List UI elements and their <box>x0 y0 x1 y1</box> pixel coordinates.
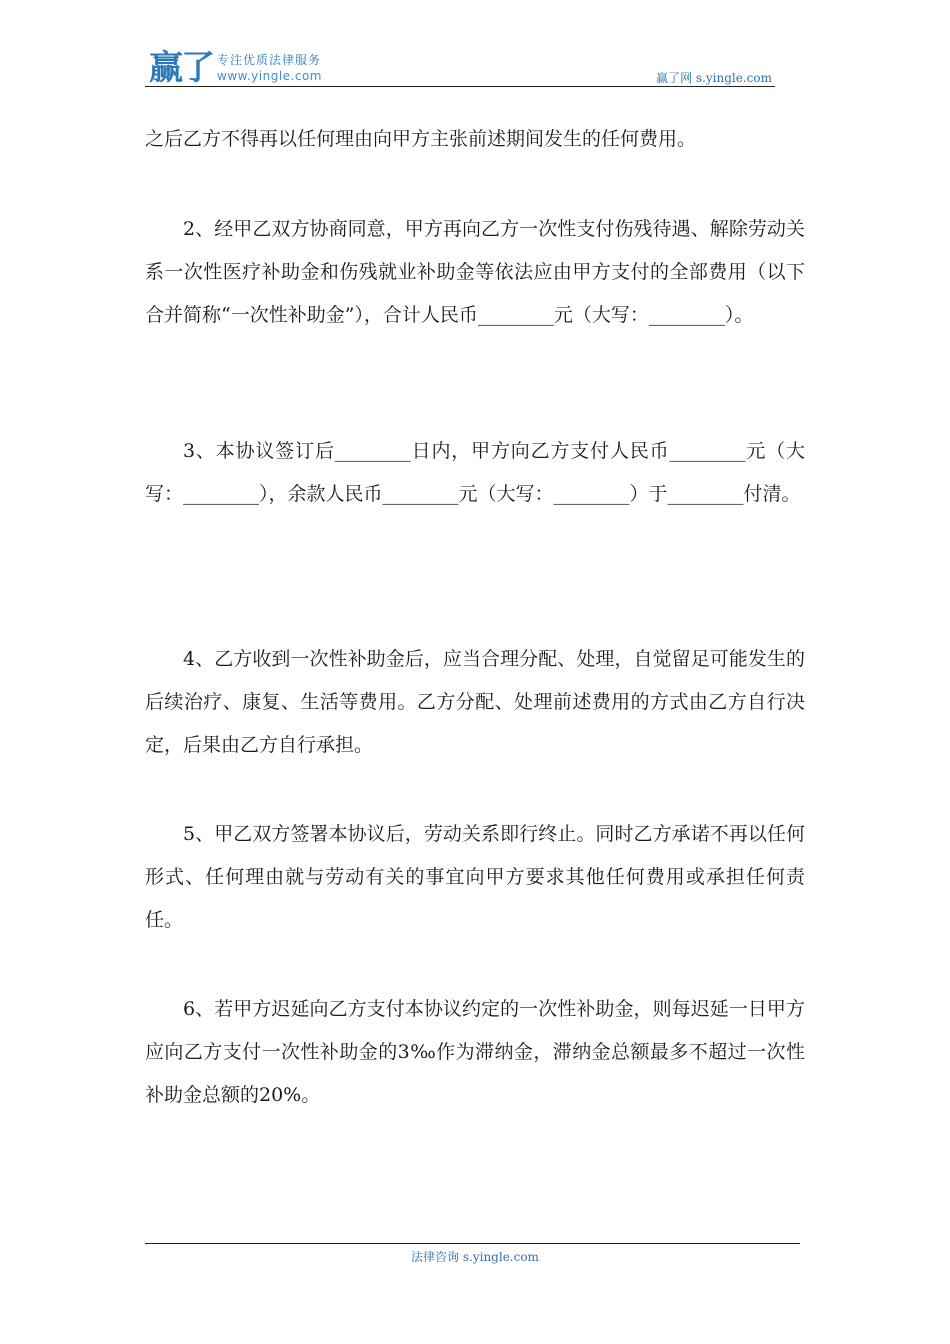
footer-link[interactable]: 法律咨询 s.yingle.com <box>411 1250 539 1264</box>
clause-2: 2、经甲乙双方协商同意，甲方再向乙方一次性支付伤残待遇、解除劳动关系一次性医疗补助金和伤残就业补助金等依法应由甲方支付的全部费用（以下合并简称“一次性补助金”），合计人民币________元（大写：________）。 <box>145 218 805 326</box>
footer-divider <box>145 1243 800 1244</box>
header-divider <box>145 86 775 87</box>
logo-text <box>217 52 322 84</box>
clause-4: 4、乙方收到一次性补助金后，应当合理分配、处理，自觉留足可能发生的后续治疗、康复、生活等费用。乙方分配、处理前述费用的方式由乙方自行决定，后果由乙方自行承担。 <box>145 648 805 756</box>
logo-slogan: 专注优质法律服务 <box>217 53 322 67</box>
page-header <box>145 48 800 88</box>
clause-6: 6、若甲方迟延向乙方支付本协议约定的一次性补助金，则每迟延一日甲方应向乙方支付一次性补助金的3‰作为滞纳金，滞纳金总额最多不超过一次性补助金总额的20%。 <box>145 998 805 1106</box>
logo-icon: 赢了 <box>149 48 213 88</box>
paragraph-continuation: 之后乙方不得再以任何理由向甲方主张前述期间发生的任何费用。 <box>145 128 697 150</box>
header-site-link[interactable]: 赢了网 s.yingle.com <box>656 71 772 85</box>
clause-5: 5、甲乙双方签署本协议后，劳动关系即行终止。同时乙方承诺不再以任何形式、任何理由就与劳动有关的事宜向甲方要求其他任何费用或承担任何责任。 <box>145 823 805 931</box>
clause-3: 3、本协议签订后________日内，甲方向乙方支付人民币________元（大写：________），余款人民币________元（大写：________）于________付清。 <box>145 440 805 505</box>
logo-url[interactable]: www.yingle.com <box>217 69 322 83</box>
